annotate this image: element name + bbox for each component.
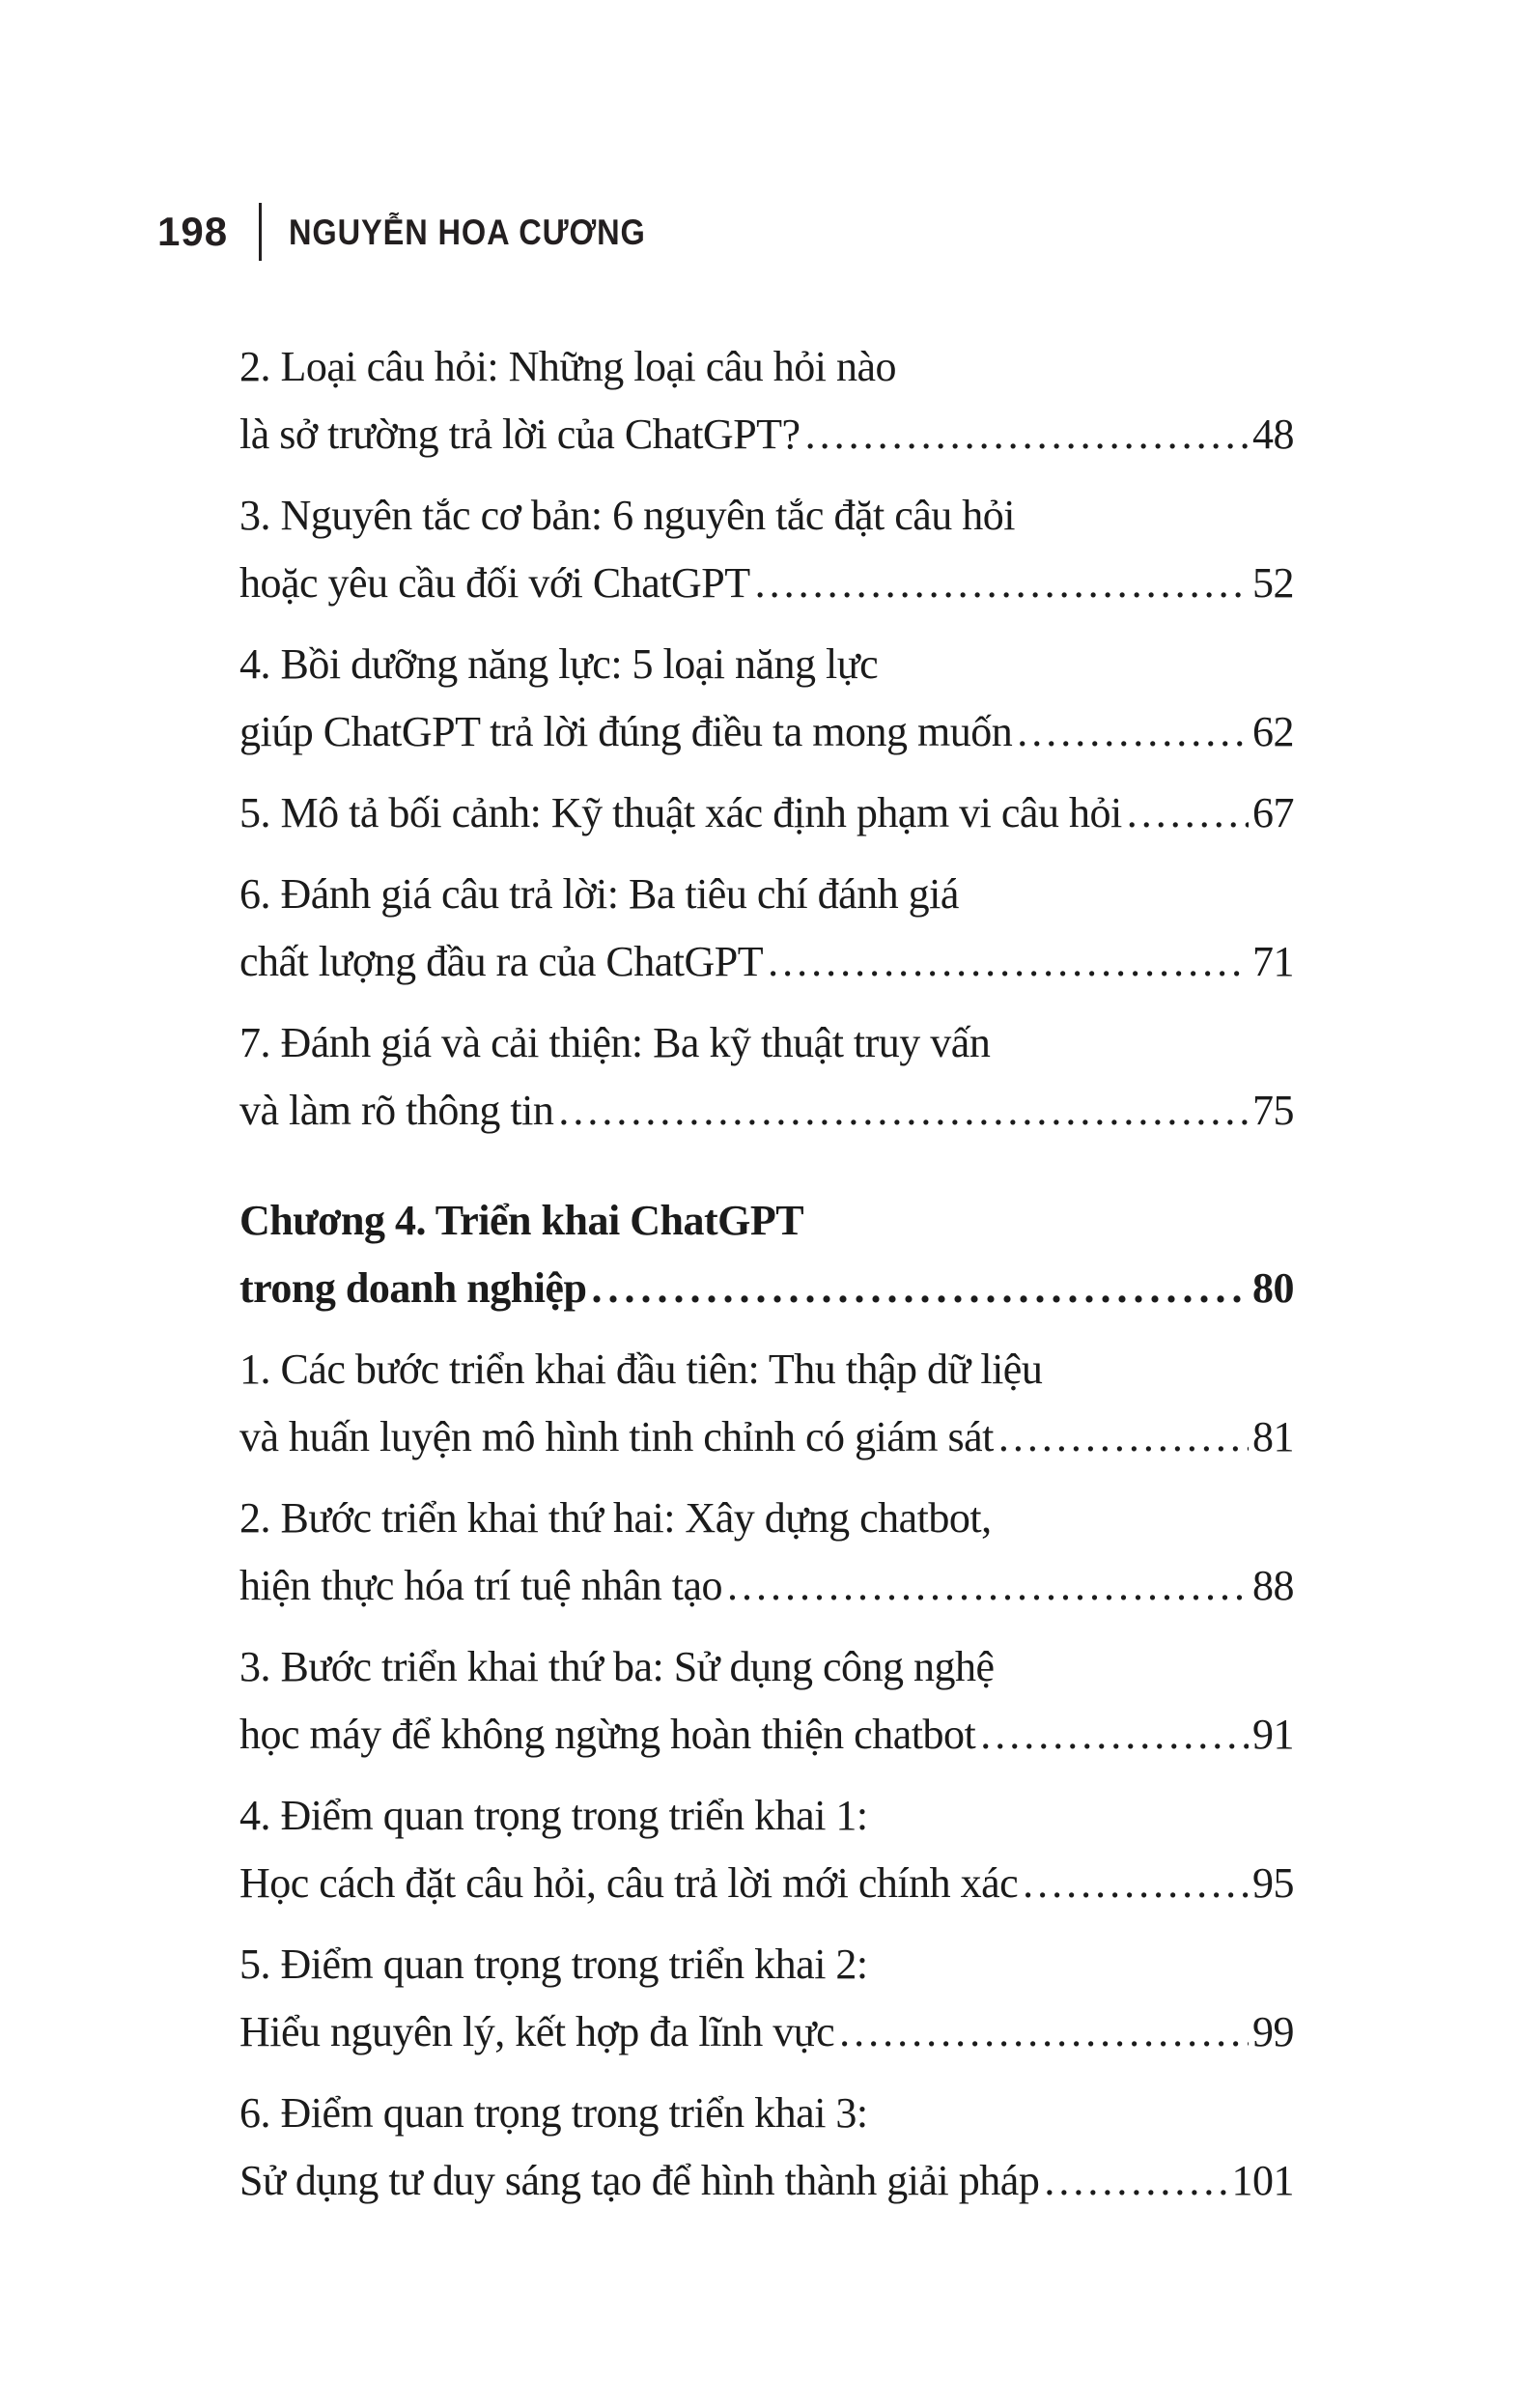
table-of-contents	[239, 333, 1294, 2228]
toc-entry-line	[239, 1403, 1294, 1471]
toc-entry	[239, 2080, 1294, 2215]
toc-entry-line	[239, 1485, 1294, 1552]
toc-entry	[239, 1485, 1294, 1620]
toc-page-number: 48	[1252, 411, 1294, 458]
toc-entry	[239, 1931, 1294, 2066]
toc-entry-line	[239, 928, 1294, 996]
toc-entry-text: 4. Bồi dưỡng năng lực: 5 loại năng lực	[239, 640, 879, 688]
toc-entry-text: Sử dụng tư duy sáng tạo để hình thành giải pháp	[239, 2157, 1040, 2204]
toc-entry-text: 4. Điểm quan trọng trong triển khai 1:	[239, 1792, 868, 1839]
dot-leader	[805, 401, 1249, 468]
header-divider	[259, 203, 262, 261]
toc-entry-line	[239, 2080, 1294, 2147]
toc-page-number: 99	[1252, 2008, 1294, 2055]
toc-entry-text: 5. Điểm quan trọng trong triển khai 2:	[239, 1941, 868, 1988]
toc-entry-line	[239, 1336, 1294, 1403]
toc-entry-line	[239, 631, 1294, 698]
toc-page-number: 101	[1231, 2157, 1294, 2204]
toc-entry-line	[239, 1552, 1294, 1620]
toc-entry-text: học máy để không ngừng hoàn thiện chatbot	[239, 1711, 976, 1758]
toc-chapter-title: trong doanh nghiệp	[239, 1264, 587, 1312]
toc-page-number: 91	[1252, 1711, 1294, 1758]
toc-page-number: 67	[1252, 789, 1294, 836]
dot-leader	[755, 550, 1249, 617]
toc-entry-line	[239, 1998, 1294, 2066]
toc-entry-text: 6. Đánh giá câu trả lời: Ba tiêu chí đánh giá	[239, 870, 959, 918]
toc-entry-line	[239, 1701, 1294, 1769]
running-author: NGUYỄN HOA CƯƠNG	[289, 212, 646, 252]
toc-entry-text: 3. Bước triển khai thứ ba: Sử dụng công nghệ	[239, 1643, 995, 1690]
dot-leader	[1044, 2147, 1227, 2215]
toc-entry-line	[239, 698, 1294, 766]
toc-entry-text: chất lượng đầu ra của ChatGPT	[239, 938, 764, 985]
toc-entry-line	[239, 1187, 1294, 1255]
toc-entry	[239, 1009, 1294, 1145]
toc-entry-text: 3. Nguyên tắc cơ bản: 6 nguyên tắc đặt câu hỏi	[239, 492, 1015, 539]
toc-entry-line	[239, 1931, 1294, 1998]
toc-entry-line	[239, 1255, 1294, 1322]
page-header	[157, 201, 694, 263]
toc-entry	[239, 1633, 1294, 1769]
toc-page-number: 95	[1252, 1859, 1294, 1907]
toc-entry-text: giúp ChatGPT trả lời đúng điều ta mong muốn	[239, 708, 1013, 755]
toc-page-number: 52	[1252, 559, 1294, 607]
toc-entry-text: hoặc yêu cầu đối với ChatGPT	[239, 559, 750, 607]
dot-leader	[998, 1403, 1249, 1471]
toc-entry-line	[239, 779, 1294, 847]
toc-entry	[239, 631, 1294, 766]
toc-entry-line	[239, 333, 1294, 401]
dot-leader	[839, 1998, 1249, 2066]
toc-page-number: 75	[1252, 1087, 1294, 1134]
dot-leader	[1127, 779, 1249, 847]
toc-entry-line	[239, 1077, 1294, 1145]
toc-entry	[239, 482, 1294, 617]
dot-leader	[768, 928, 1249, 996]
toc-entry-text: 2. Loại câu hỏi: Những loại câu hỏi nào	[239, 343, 897, 390]
toc-entry-text: là sở trường trả lời của ChatGPT?	[239, 411, 801, 458]
toc-entry-text: 7. Đánh giá và cải thiện: Ba kỹ thuật truy vấn	[239, 1019, 991, 1066]
toc-entry-line	[239, 1782, 1294, 1850]
toc-chapter-heading	[239, 1187, 1294, 1322]
toc-page-number: 71	[1252, 938, 1294, 985]
toc-entry-line	[239, 482, 1294, 550]
dot-leader	[558, 1077, 1249, 1145]
toc-entry-text: và huấn luyện mô hình tinh chỉnh có giám sát	[239, 1413, 994, 1460]
toc-entry-line	[239, 1009, 1294, 1077]
toc-entry-line	[239, 1633, 1294, 1701]
dot-leader	[1017, 698, 1249, 766]
dot-leader	[980, 1701, 1249, 1769]
toc-entry-text: 2. Bước triển khai thứ hai: Xây dựng chatbot,	[239, 1494, 992, 1542]
toc-entry-text: Học cách đặt câu hỏi, câu trả lời mới chính xác	[239, 1859, 1019, 1907]
dot-leader	[591, 1255, 1249, 1322]
toc-page-number: 80	[1252, 1264, 1294, 1312]
toc-entry-text: 5. Mô tả bối cảnh: Kỹ thuật xác định phạm vi câu hỏi	[239, 789, 1122, 836]
toc-entry-text: hiện thực hóa trí tuệ nhân tạo	[239, 1562, 723, 1609]
toc-entry-line	[239, 550, 1294, 617]
toc-entry-text: 1. Các bước triển khai đầu tiên: Thu thập dữ liệu	[239, 1346, 1043, 1393]
toc-entry-line	[239, 861, 1294, 928]
toc-page-number: 81	[1252, 1413, 1294, 1460]
toc-entry-text: và làm rõ thông tin	[239, 1087, 554, 1134]
toc-entry-text: 6. Điểm quan trọng trong triển khai 3:	[239, 2089, 868, 2137]
toc-entry-line	[239, 401, 1294, 468]
toc-entry	[239, 861, 1294, 996]
toc-chapter-title: Chương 4. Triển khai ChatGPT	[239, 1197, 804, 1244]
dot-leader	[727, 1552, 1249, 1620]
toc-entry	[239, 1782, 1294, 1917]
toc-page-number: 88	[1252, 1562, 1294, 1609]
toc-entry-line	[239, 1850, 1294, 1917]
toc-entry-line	[239, 2147, 1294, 2215]
toc-entry	[239, 779, 1294, 847]
toc-entry-text: Hiểu nguyên lý, kết hợp đa lĩnh vực	[239, 2008, 835, 2055]
page-number: 198	[157, 209, 229, 254]
toc-entry	[239, 1336, 1294, 1471]
toc-page-number: 62	[1252, 708, 1294, 755]
dot-leader	[1023, 1850, 1249, 1917]
toc-entry	[239, 333, 1294, 468]
